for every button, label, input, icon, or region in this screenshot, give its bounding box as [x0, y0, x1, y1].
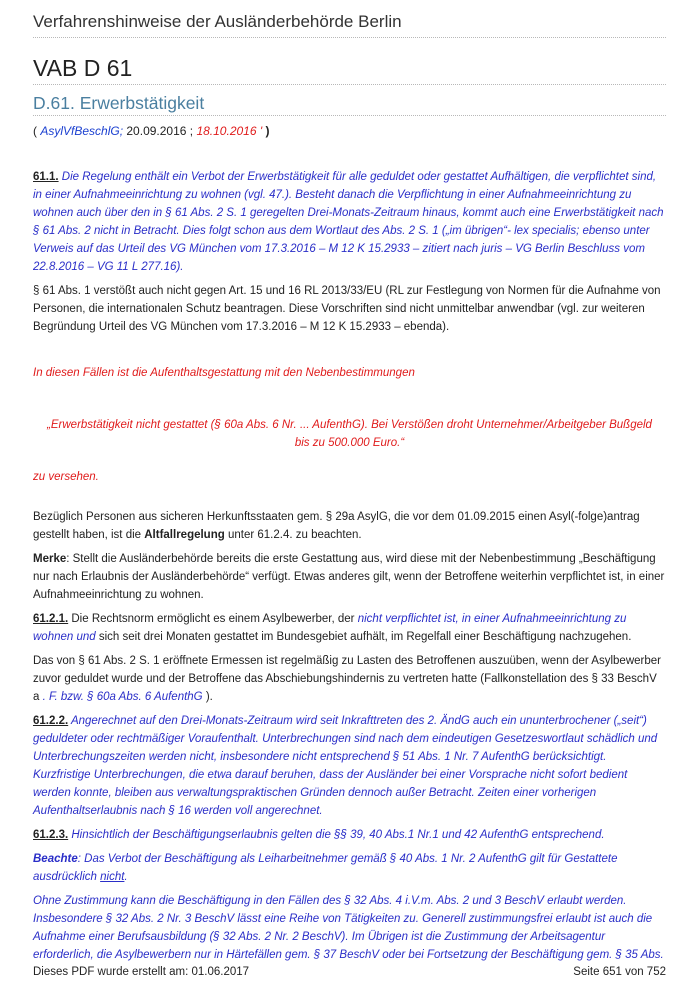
title-divider — [33, 84, 666, 85]
paragraph-blue-text: . F. bzw. § 60a Abs. 6 AufenthG — [42, 691, 203, 703]
header-title: Verfahrenshinweise der Ausländerbehörde Berlin — [33, 12, 402, 31]
paragraph-beachte — [33, 850, 666, 886]
paragraph-text: Bezüglich Personen aus sicheren Herkunftsstaaten gem. § 29a AsylG, die vor dem 01.09.2015 einen Asyl(-folge)antrag gestellt haben, ist die — [33, 511, 640, 541]
paragraph-61-2-1 — [33, 610, 666, 646]
paragraph-text: ). — [202, 691, 213, 703]
paragraph-text: Die Regelung enthält ein Verbot der Erwerbstätigkeit für alle geduldet oder gestattet Aufhältigen, die verpflichtet sind, in einer Aufnahmeeinrichtung zu wohnen (vgl. 47.). Besteht danach die Verpflichtung in einer Aufnahmeeinrichtung zu wohnen auch über den in § 61 Abs. 2 S. 1 geregelten Drei-Monats-Zeitraum hinaus, kommt auch eine Erwerbstätigkeit nach § 61 Abs. 2 nicht in Betracht. Dies folgt schon aus dem Wortlaut des Abs. 2 S. 1 („im übrigen“- lex specialis; ebenso unter Verweis auf das Urteil des VG München vom 17.3.2016 – M 12 K 15.2933 – zitiert nach juris – VG Berlin Beschluss vom 22.8.2016 – VG 11 L 277.16). — [33, 171, 664, 273]
paragraph-number: 61.2.3. — [33, 829, 69, 841]
paragraph-rl-2013-33: § 61 Abs. 1 verstößt auch nicht gegen Art. 15 und 16 RL 2013/33/EU (RL zur Festlegung von Normen für die Aufnahme von Personen, die internationalen Schutz beantragen. Diese Vorschriften sind nicht unmittelbar anwendbar (vgl. zur weiteren Begründung Urteil des VG München vom 17.3.2016 – M 12 K 15.2933 – ebenda). — [33, 285, 661, 333]
footer-created-date: Dieses PDF wurde erstellt am: 01.06.2017 — [33, 966, 250, 978]
underlined-word: nicht — [100, 871, 125, 883]
source-law-link[interactable]: AsylVfBeschlG; — [40, 124, 124, 138]
paragraph-number: 61.2.1. — [33, 613, 69, 625]
source-close: ) — [262, 124, 270, 138]
red-notice-closing: zu versehen. — [33, 471, 99, 483]
paragraph-ohne-zustimmung: Ohne Zustimmung kann die Beschäftigung in den Fällen des § 32 Abs. 4 i.V.m. Abs. 2 und 3 BeschV erlaubt werden. Insbesondere § 32 Abs. 2 Nr. 3 BeschV lässt eine Reihe von Tätigkeiten zu. Generell zustimmungsfrei erlaubt ist auch die Aufnahme einer Berufsausbildung (§ 32 Abs. 2 Nr. 2 BeschV). Im Übrigen ist die Zustimmung der Arbeitsagentur erforderlich, die Asylbewerbern nur in Härtefällen gem. § 37 BeschV oder bei Fortsetzung der Beschäftigung gem. § 35 Abs. — [33, 895, 664, 961]
paragraph-altfall — [33, 508, 666, 544]
paragraph-text: Die Rechtsnorm ermöglicht es einem Asylbewerber, der — [68, 613, 358, 625]
document-body — [33, 168, 666, 970]
paragraph-text: Das von § 61 Abs. 2 S. 1 eröffnete Ermessen ist regelmäßig zu Lasten des Betroffenen auszuüben, wenn der Asylbewerber zuvor geduldet wurde und der Betroffene das Abschiebungshindernis zu vertreten hatte (Fallkonstellation des § 33 BeschV a — [33, 655, 661, 703]
altfall-bold: Altfallregelung — [144, 529, 225, 541]
paragraph-text: sich seit drei Monaten gestattet im Bundesgebiet aufhält, im Regelfall einer Beschäftigung nachzugehen. — [95, 631, 632, 643]
paragraph-number: 61.1. — [33, 171, 59, 183]
footer-page-number: Seite 651 von 752 — [573, 966, 666, 978]
section-divider — [33, 115, 666, 116]
document-title: VAB D 61 — [33, 55, 133, 81]
source-date: 20.09.2016 ; — [123, 124, 197, 138]
paragraph-61-1 — [33, 168, 666, 276]
beachte-label: Beachte — [33, 853, 78, 865]
paragraph-61-2-3 — [33, 826, 666, 844]
section-title: D.61. Erwerbstätigkeit — [33, 93, 205, 113]
paragraph-text: : Das Verbot der Beschäftigung als Leiharbeitnehmer gemäß § 40 Abs. 1 Nr. 2 AufenthG gilt für Gestattete ausdrücklich — [33, 853, 618, 883]
source-reference — [33, 124, 269, 138]
paragraph-text: . — [124, 871, 128, 883]
paragraph-merke — [33, 550, 666, 604]
paragraph-text: : Stellt die Ausländerbehörde bereits die erste Gestattung aus, wird diese mit der Nebenbestimmung „Beschäftigung nur nach Erlaubnis der Ausländerbehörde“ verfügt. Etwas anderes gilt, wenn der Betroffene weiterhin verpflichtet ist, in einer Aufnahmeeinrichtung zu wohnen. — [33, 553, 665, 601]
header-divider — [33, 37, 666, 38]
paragraph-number: 61.2.2. — [33, 715, 69, 727]
merke-label: Merke — [33, 553, 67, 565]
paragraph-text: unter 61.2.4. zu beachten. — [224, 529, 362, 541]
paragraph-blue-text: nicht verpflichtet ist, in einer Aufnahmeeinrichtung zu wohnen und — [33, 613, 627, 643]
source-date-changed: 18.10.2016 ' — [196, 124, 263, 138]
red-notice-intro: In diesen Fällen ist die Aufenthaltsgestattung mit den Nebenbestimmungen — [33, 367, 415, 379]
paragraph-text: Hinsichtlich der Beschäftigungserlaubnis gelten die §§ 39, 40 Abs.1 Nr.1 und 42 AufenthG entsprechend. — [68, 829, 605, 841]
red-notice-quote: „Erwerbstätigkeit nicht gestattet (§ 60a Abs. 6 Nr. ... AufenthG). Bei Verstößen droht Unternehmer/Arbeitgeber Bußgeld bis zu 500.000 Euro.“ — [47, 419, 652, 449]
paragraph-61-2-2 — [33, 712, 666, 820]
source-open: ( — [33, 124, 41, 138]
paragraph-text: Angerechnet auf den Drei-Monats-Zeitraum wird seit Inkrafttreten des 2. ÄndG auch ein ununterbrochener („seit“) geduldeter oder rechtmäßiger Voraufenthalt. Unterbrechungen sind nach dem eindeutigen Gesetzeswortlaut schädlich und Unterbrechungszeiten werden nicht, insbesondere nicht entsprechend § 51 Abs. 1 Nr. 7 AufenthG berücksichtigt. Kurzfristige Unterbrechungen, die etwa darauf beruhen, dass der Ausländer bei einer Vorsprache nicht sofort bedient werden konnte, bleiben aus verwaltungspraktischen Gründen dennoch außer Betracht. Zeiten einer vorherigen Aufenthaltserlaubnis nach § 16 werden voll angerechnet. — [33, 715, 658, 817]
paragraph-ermessen — [33, 652, 666, 706]
